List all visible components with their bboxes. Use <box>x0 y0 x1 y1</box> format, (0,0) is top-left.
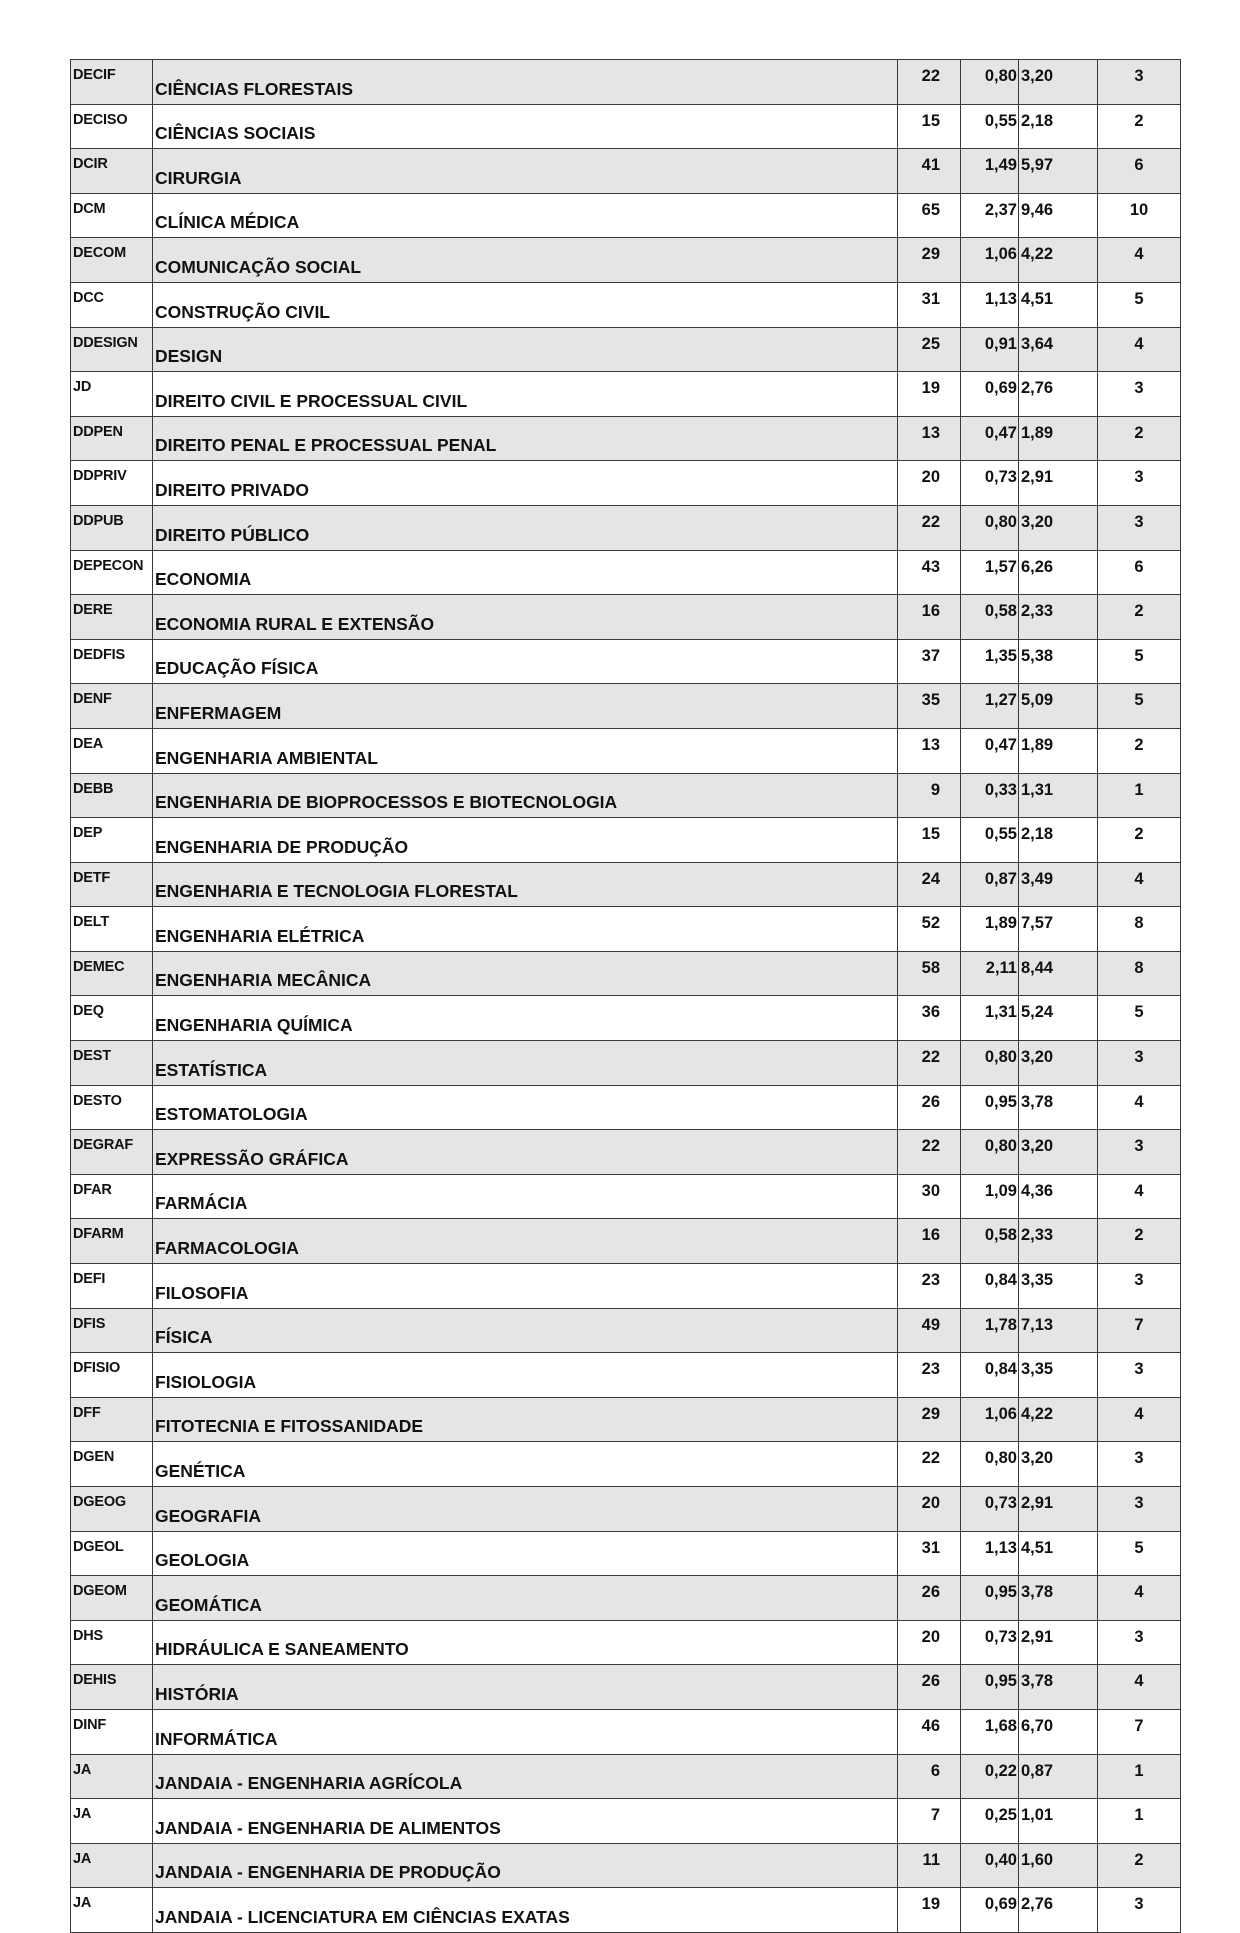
percent-cell: 1,31 <box>961 996 1019 1041</box>
value-cell: 2,18 <box>1019 104 1098 149</box>
count-cell: 16 <box>898 1219 961 1264</box>
count-cell: 31 <box>898 1531 961 1576</box>
table-row <box>71 907 1181 952</box>
value-cell: 3,35 <box>1019 1264 1098 1309</box>
table-row <box>71 862 1181 907</box>
document-page <box>70 59 1180 1933</box>
value-cell: 3,78 <box>1019 1576 1098 1621</box>
percent-cell: 2,11 <box>961 951 1019 996</box>
count-cell: 29 <box>898 1397 961 1442</box>
percent-cell: 1,06 <box>961 1397 1019 1442</box>
value-cell: 5,38 <box>1019 639 1098 684</box>
table-row <box>71 327 1181 372</box>
department-code-cell: DINF <box>71 1709 153 1754</box>
department-code-cell: DDPEN <box>71 416 153 461</box>
table-row <box>71 1754 1181 1799</box>
table-row <box>71 1442 1181 1487</box>
percent-cell: 0,69 <box>961 372 1019 417</box>
department-name-cell: DIREITO PRIVADO <box>153 461 898 506</box>
count-cell: 13 <box>898 728 961 773</box>
vacancies-cell: 4 <box>1098 1576 1181 1621</box>
table-row <box>71 1709 1181 1754</box>
department-name-cell: JANDAIA - ENGENHARIA DE ALIMENTOS <box>153 1799 898 1844</box>
percent-cell: 0,47 <box>961 416 1019 461</box>
department-name-cell: FILOSOFIA <box>153 1264 898 1309</box>
table-row <box>71 193 1181 238</box>
value-cell: 1,89 <box>1019 416 1098 461</box>
count-cell: 15 <box>898 818 961 863</box>
value-cell: 6,70 <box>1019 1709 1098 1754</box>
percent-cell: 0,55 <box>961 104 1019 149</box>
vacancies-cell: 8 <box>1098 907 1181 952</box>
table-row <box>71 60 1181 105</box>
table-row <box>71 595 1181 640</box>
vacancies-cell: 3 <box>1098 1888 1181 1933</box>
department-code-cell: DEHIS <box>71 1665 153 1710</box>
department-name-cell: JANDAIA - ENGENHARIA DE PRODUÇÃO <box>153 1843 898 1888</box>
count-cell: 22 <box>898 1442 961 1487</box>
department-name-cell: ENGENHARIA ELÉTRICA <box>153 907 898 952</box>
value-cell: 3,49 <box>1019 862 1098 907</box>
department-code-cell: JA <box>71 1843 153 1888</box>
percent-cell: 1,13 <box>961 1531 1019 1576</box>
percent-cell: 0,73 <box>961 461 1019 506</box>
vacancies-cell: 6 <box>1098 550 1181 595</box>
percent-cell: 0,91 <box>961 327 1019 372</box>
percent-cell: 0,55 <box>961 818 1019 863</box>
department-name-cell: DIREITO CIVIL E PROCESSUAL CIVIL <box>153 372 898 417</box>
count-cell: 52 <box>898 907 961 952</box>
value-cell: 1,89 <box>1019 728 1098 773</box>
value-cell: 3,20 <box>1019 1442 1098 1487</box>
value-cell: 4,51 <box>1019 1531 1098 1576</box>
value-cell: 3,20 <box>1019 60 1098 105</box>
department-name-cell: ENGENHARIA QUÍMICA <box>153 996 898 1041</box>
department-name-cell: DIREITO PENAL E PROCESSUAL PENAL <box>153 416 898 461</box>
table-row <box>71 1174 1181 1219</box>
vacancies-cell: 4 <box>1098 862 1181 907</box>
percent-cell: 0,95 <box>961 1576 1019 1621</box>
vacancies-cell: 1 <box>1098 1754 1181 1799</box>
department-code-cell: DEA <box>71 728 153 773</box>
department-code-cell: JD <box>71 372 153 417</box>
table-row <box>71 728 1181 773</box>
value-cell: 2,18 <box>1019 818 1098 863</box>
count-cell: 6 <box>898 1754 961 1799</box>
value-cell: 2,91 <box>1019 1487 1098 1532</box>
value-cell: 4,22 <box>1019 1397 1098 1442</box>
department-code-cell: DCC <box>71 282 153 327</box>
vacancies-cell: 3 <box>1098 60 1181 105</box>
value-cell: 4,36 <box>1019 1174 1098 1219</box>
count-cell: 22 <box>898 1130 961 1175</box>
count-cell: 13 <box>898 416 961 461</box>
department-name-cell: FÍSICA <box>153 1308 898 1353</box>
table-row <box>71 416 1181 461</box>
table-row <box>71 1130 1181 1175</box>
vacancies-cell: 3 <box>1098 1041 1181 1086</box>
department-name-cell: ECONOMIA RURAL E EXTENSÃO <box>153 595 898 640</box>
department-code-cell: DGEN <box>71 1442 153 1487</box>
department-name-cell: EDUCAÇÃO FÍSICA <box>153 639 898 684</box>
value-cell: 3,20 <box>1019 1130 1098 1175</box>
count-cell: 15 <box>898 104 961 149</box>
vacancies-cell: 5 <box>1098 282 1181 327</box>
percent-cell: 1,06 <box>961 238 1019 283</box>
department-code-cell: DDPRIV <box>71 461 153 506</box>
percent-cell: 0,33 <box>961 773 1019 818</box>
department-code-cell: DEP <box>71 818 153 863</box>
percent-cell: 0,73 <box>961 1487 1019 1532</box>
department-code-cell: DEFI <box>71 1264 153 1309</box>
value-cell: 3,78 <box>1019 1085 1098 1130</box>
department-code-cell: DGEOG <box>71 1487 153 1532</box>
table-row <box>71 1219 1181 1264</box>
value-cell: 2,33 <box>1019 1219 1098 1264</box>
vacancies-cell: 7 <box>1098 1709 1181 1754</box>
value-cell: 2,33 <box>1019 595 1098 640</box>
vacancies-cell: 3 <box>1098 372 1181 417</box>
vacancies-cell: 1 <box>1098 773 1181 818</box>
value-cell: 5,97 <box>1019 149 1098 194</box>
department-name-cell: ECONOMIA <box>153 550 898 595</box>
vacancies-cell: 4 <box>1098 238 1181 283</box>
count-cell: 30 <box>898 1174 961 1219</box>
count-cell: 49 <box>898 1308 961 1353</box>
table-row <box>71 1085 1181 1130</box>
count-cell: 46 <box>898 1709 961 1754</box>
department-name-cell: FISIOLOGIA <box>153 1353 898 1398</box>
value-cell: 3,20 <box>1019 1041 1098 1086</box>
department-code-cell: DETF <box>71 862 153 907</box>
count-cell: 16 <box>898 595 961 640</box>
vacancies-cell: 5 <box>1098 684 1181 729</box>
department-name-cell: INFORMÁTICA <box>153 1709 898 1754</box>
percent-cell: 0,84 <box>961 1353 1019 1398</box>
department-name-cell: EXPRESSÃO GRÁFICA <box>153 1130 898 1175</box>
department-code-cell: JA <box>71 1754 153 1799</box>
percent-cell: 1,09 <box>961 1174 1019 1219</box>
department-code-cell: DFARM <box>71 1219 153 1264</box>
percent-cell: 1,35 <box>961 639 1019 684</box>
department-name-cell: ESTOMATOLOGIA <box>153 1085 898 1130</box>
vacancies-cell: 4 <box>1098 1397 1181 1442</box>
count-cell: 25 <box>898 327 961 372</box>
percent-cell: 1,89 <box>961 907 1019 952</box>
department-code-cell: JA <box>71 1888 153 1933</box>
department-code-cell: DDESIGN <box>71 327 153 372</box>
table-row <box>71 1799 1181 1844</box>
value-cell: 6,26 <box>1019 550 1098 595</box>
table-row <box>71 1308 1181 1353</box>
department-code-cell: DECISO <box>71 104 153 149</box>
department-code-cell: DEGRAF <box>71 1130 153 1175</box>
vacancies-cell: 4 <box>1098 327 1181 372</box>
percent-cell: 0,80 <box>961 60 1019 105</box>
count-cell: 26 <box>898 1665 961 1710</box>
table-row <box>71 1264 1181 1309</box>
percent-cell: 0,40 <box>961 1843 1019 1888</box>
count-cell: 23 <box>898 1353 961 1398</box>
count-cell: 58 <box>898 951 961 996</box>
value-cell: 3,20 <box>1019 505 1098 550</box>
count-cell: 19 <box>898 372 961 417</box>
count-cell: 20 <box>898 1620 961 1665</box>
department-code-cell: DEMEC <box>71 951 153 996</box>
value-cell: 2,76 <box>1019 372 1098 417</box>
vacancies-cell: 5 <box>1098 1531 1181 1576</box>
table-row <box>71 684 1181 729</box>
percent-cell: 0,80 <box>961 1442 1019 1487</box>
count-cell: 19 <box>898 1888 961 1933</box>
vacancies-cell: 5 <box>1098 996 1181 1041</box>
department-code-cell: DFIS <box>71 1308 153 1353</box>
count-cell: 31 <box>898 282 961 327</box>
percent-cell: 0,80 <box>961 505 1019 550</box>
vacancies-cell: 6 <box>1098 149 1181 194</box>
count-cell: 24 <box>898 862 961 907</box>
vacancies-cell: 2 <box>1098 416 1181 461</box>
value-cell: 8,44 <box>1019 951 1098 996</box>
percent-cell: 2,37 <box>961 193 1019 238</box>
department-name-cell: CLÍNICA MÉDICA <box>153 193 898 238</box>
table-row <box>71 282 1181 327</box>
vacancies-cell: 4 <box>1098 1665 1181 1710</box>
value-cell: 1,01 <box>1019 1799 1098 1844</box>
percent-cell: 0,87 <box>961 862 1019 907</box>
department-code-cell: JA <box>71 1799 153 1844</box>
count-cell: 26 <box>898 1085 961 1130</box>
count-cell: 41 <box>898 149 961 194</box>
department-name-cell: ESTATÍSTICA <box>153 1041 898 1086</box>
value-cell: 0,87 <box>1019 1754 1098 1799</box>
count-cell: 43 <box>898 550 961 595</box>
count-cell: 37 <box>898 639 961 684</box>
department-table <box>70 59 1181 1933</box>
department-name-cell: ENGENHARIA MECÂNICA <box>153 951 898 996</box>
value-cell: 7,57 <box>1019 907 1098 952</box>
table-row <box>71 1576 1181 1621</box>
table-row <box>71 1843 1181 1888</box>
count-cell: 20 <box>898 1487 961 1532</box>
percent-cell: 0,95 <box>961 1085 1019 1130</box>
percent-cell: 0,80 <box>961 1130 1019 1175</box>
department-code-cell: DEQ <box>71 996 153 1041</box>
table-row <box>71 1665 1181 1710</box>
department-table-body <box>71 60 1181 1933</box>
department-name-cell: FARMÁCIA <box>153 1174 898 1219</box>
department-code-cell: DGEOM <box>71 1576 153 1621</box>
department-name-cell: DIREITO PÚBLICO <box>153 505 898 550</box>
department-code-cell: DESTO <box>71 1085 153 1130</box>
department-name-cell: ENGENHARIA DE BIOPROCESSOS E BIOTECNOLOGIA <box>153 773 898 818</box>
percent-cell: 0,58 <box>961 1219 1019 1264</box>
department-code-cell: DHS <box>71 1620 153 1665</box>
department-name-cell: HISTÓRIA <box>153 1665 898 1710</box>
department-name-cell: CIRURGIA <box>153 149 898 194</box>
department-code-cell: DGEOL <box>71 1531 153 1576</box>
department-name-cell: ENGENHARIA E TECNOLOGIA FLORESTAL <box>153 862 898 907</box>
count-cell: 65 <box>898 193 961 238</box>
count-cell: 23 <box>898 1264 961 1309</box>
department-code-cell: DERE <box>71 595 153 640</box>
vacancies-cell: 3 <box>1098 1620 1181 1665</box>
value-cell: 4,22 <box>1019 238 1098 283</box>
department-name-cell: JANDAIA - LICENCIATURA EM CIÊNCIAS EXATAS <box>153 1888 898 1933</box>
table-row <box>71 1397 1181 1442</box>
table-row <box>71 1353 1181 1398</box>
count-cell: 7 <box>898 1799 961 1844</box>
table-row <box>71 818 1181 863</box>
department-code-cell: DCIR <box>71 149 153 194</box>
count-cell: 36 <box>898 996 961 1041</box>
table-row <box>71 639 1181 684</box>
percent-cell: 0,47 <box>961 728 1019 773</box>
department-name-cell: GEOLOGIA <box>153 1531 898 1576</box>
value-cell: 5,09 <box>1019 684 1098 729</box>
vacancies-cell: 5 <box>1098 639 1181 684</box>
department-code-cell: DEDFIS <box>71 639 153 684</box>
department-name-cell: GENÉTICA <box>153 1442 898 1487</box>
vacancies-cell: 4 <box>1098 1085 1181 1130</box>
percent-cell: 1,13 <box>961 282 1019 327</box>
count-cell: 29 <box>898 238 961 283</box>
department-code-cell: DECOM <box>71 238 153 283</box>
value-cell: 2,76 <box>1019 1888 1098 1933</box>
count-cell: 11 <box>898 1843 961 1888</box>
table-row <box>71 1531 1181 1576</box>
table-row <box>71 951 1181 996</box>
department-name-cell: GEOMÁTICA <box>153 1576 898 1621</box>
count-cell: 22 <box>898 505 961 550</box>
department-code-cell: DECIF <box>71 60 153 105</box>
percent-cell: 0,80 <box>961 1041 1019 1086</box>
department-code-cell: DFISIO <box>71 1353 153 1398</box>
percent-cell: 1,68 <box>961 1709 1019 1754</box>
percent-cell: 0,69 <box>961 1888 1019 1933</box>
percent-cell: 0,73 <box>961 1620 1019 1665</box>
value-cell: 5,24 <box>1019 996 1098 1041</box>
vacancies-cell: 3 <box>1098 505 1181 550</box>
department-name-cell: FARMACOLOGIA <box>153 1219 898 1264</box>
department-code-cell: DFF <box>71 1397 153 1442</box>
department-name-cell: CONSTRUÇÃO CIVIL <box>153 282 898 327</box>
count-cell: 9 <box>898 773 961 818</box>
department-code-cell: DEBB <box>71 773 153 818</box>
vacancies-cell: 8 <box>1098 951 1181 996</box>
vacancies-cell: 2 <box>1098 1219 1181 1264</box>
table-row <box>71 773 1181 818</box>
table-row <box>71 238 1181 283</box>
percent-cell: 1,57 <box>961 550 1019 595</box>
vacancies-cell: 3 <box>1098 1487 1181 1532</box>
vacancies-cell: 3 <box>1098 1353 1181 1398</box>
percent-cell: 1,27 <box>961 684 1019 729</box>
percent-cell: 0,84 <box>961 1264 1019 1309</box>
vacancies-cell: 3 <box>1098 1264 1181 1309</box>
vacancies-cell: 7 <box>1098 1308 1181 1353</box>
department-code-cell: DEPECON <box>71 550 153 595</box>
value-cell: 4,51 <box>1019 282 1098 327</box>
table-row <box>71 1620 1181 1665</box>
department-code-cell: DENF <box>71 684 153 729</box>
table-row <box>71 461 1181 506</box>
vacancies-cell: 1 <box>1098 1799 1181 1844</box>
vacancies-cell: 10 <box>1098 193 1181 238</box>
value-cell: 7,13 <box>1019 1308 1098 1353</box>
vacancies-cell: 2 <box>1098 818 1181 863</box>
count-cell: 22 <box>898 60 961 105</box>
value-cell: 3,35 <box>1019 1353 1098 1398</box>
percent-cell: 1,49 <box>961 149 1019 194</box>
table-row <box>71 996 1181 1041</box>
vacancies-cell: 4 <box>1098 1174 1181 1219</box>
percent-cell: 0,25 <box>961 1799 1019 1844</box>
department-code-cell: DDPUB <box>71 505 153 550</box>
table-row <box>71 149 1181 194</box>
department-name-cell: DESIGN <box>153 327 898 372</box>
value-cell: 1,60 <box>1019 1843 1098 1888</box>
vacancies-cell: 2 <box>1098 595 1181 640</box>
department-name-cell: CIÊNCIAS FLORESTAIS <box>153 60 898 105</box>
table-row <box>71 550 1181 595</box>
value-cell: 3,64 <box>1019 327 1098 372</box>
count-cell: 20 <box>898 461 961 506</box>
department-name-cell: CIÊNCIAS SOCIAIS <box>153 104 898 149</box>
table-row <box>71 1041 1181 1086</box>
department-code-cell: DEST <box>71 1041 153 1086</box>
department-name-cell: ENGENHARIA DE PRODUÇÃO <box>153 818 898 863</box>
percent-cell: 0,22 <box>961 1754 1019 1799</box>
vacancies-cell: 2 <box>1098 728 1181 773</box>
value-cell: 1,31 <box>1019 773 1098 818</box>
department-code-cell: DELT <box>71 907 153 952</box>
vacancies-cell: 3 <box>1098 1442 1181 1487</box>
department-name-cell: HIDRÁULICA E SANEAMENTO <box>153 1620 898 1665</box>
value-cell: 2,91 <box>1019 1620 1098 1665</box>
department-name-cell: ENGENHARIA AMBIENTAL <box>153 728 898 773</box>
department-name-cell: COMUNICAÇÃO SOCIAL <box>153 238 898 283</box>
vacancies-cell: 2 <box>1098 104 1181 149</box>
table-row <box>71 1487 1181 1532</box>
department-name-cell: JANDAIA - ENGENHARIA AGRÍCOLA <box>153 1754 898 1799</box>
percent-cell: 0,95 <box>961 1665 1019 1710</box>
vacancies-cell: 3 <box>1098 461 1181 506</box>
value-cell: 2,91 <box>1019 461 1098 506</box>
value-cell: 9,46 <box>1019 193 1098 238</box>
department-name-cell: GEOGRAFIA <box>153 1487 898 1532</box>
count-cell: 26 <box>898 1576 961 1621</box>
department-code-cell: DCM <box>71 193 153 238</box>
table-row <box>71 505 1181 550</box>
vacancies-cell: 3 <box>1098 1130 1181 1175</box>
percent-cell: 0,58 <box>961 595 1019 640</box>
table-row <box>71 372 1181 417</box>
vacancies-cell: 2 <box>1098 1843 1181 1888</box>
department-name-cell: FITOTECNIA E FITOSSANIDADE <box>153 1397 898 1442</box>
percent-cell: 1,78 <box>961 1308 1019 1353</box>
department-code-cell: DFAR <box>71 1174 153 1219</box>
table-row <box>71 1888 1181 1933</box>
value-cell: 3,78 <box>1019 1665 1098 1710</box>
department-name-cell: ENFERMAGEM <box>153 684 898 729</box>
table-row <box>71 104 1181 149</box>
count-cell: 22 <box>898 1041 961 1086</box>
count-cell: 35 <box>898 684 961 729</box>
